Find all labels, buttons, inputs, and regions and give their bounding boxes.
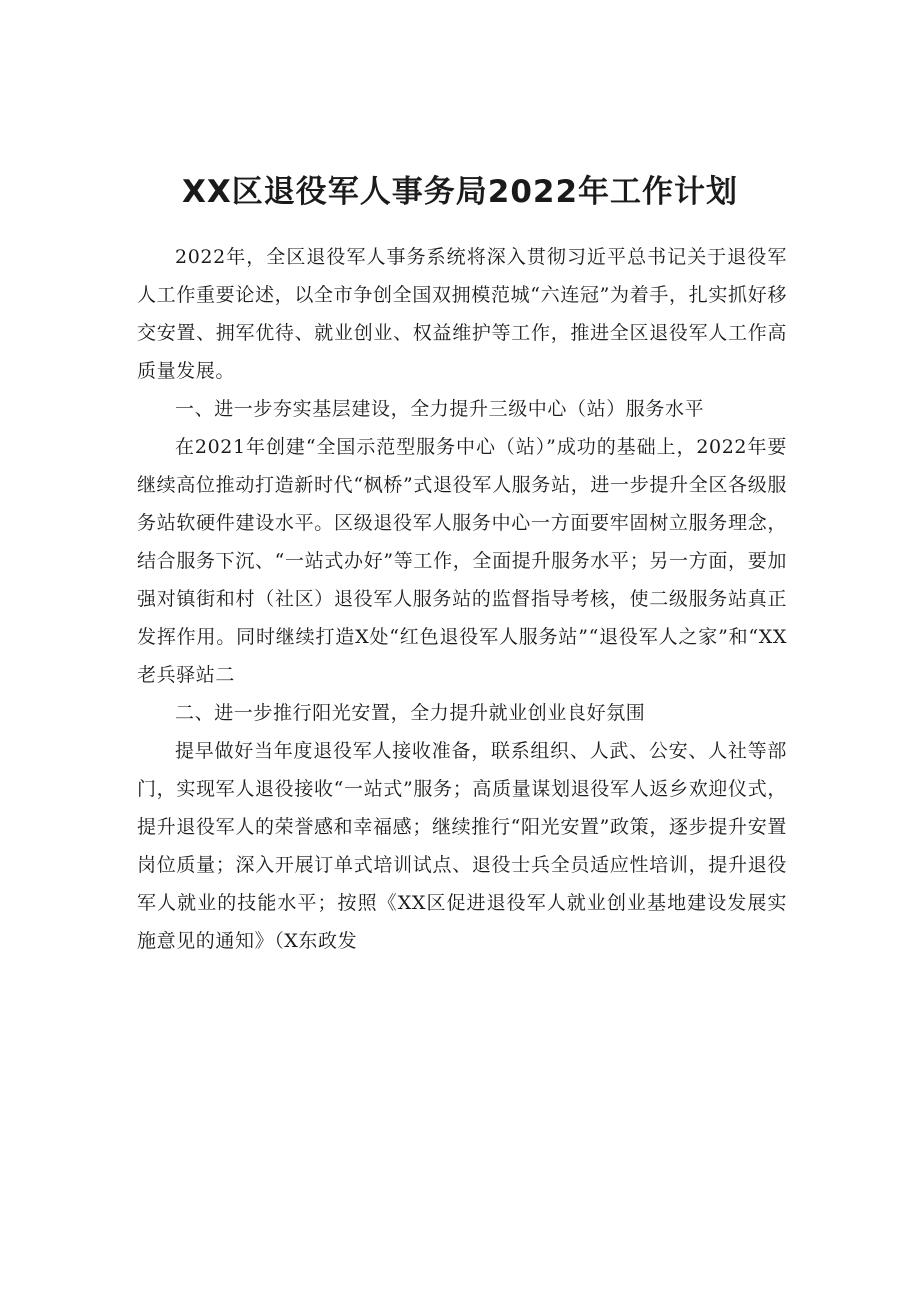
section-1-paragraph: 在2021年创建“全国示范型服务中心（站）”成功的基础上，2022年要继续高位推动打造新时代“枫桥”式退役军人服务站，进一步提升全区各级服务站软硬件建设水平。区级退役军人服务中心一方面要牢固树立服务理念，结合服务下沉、“一站式办好”等工作，全面提升服务水平；另一方面，要加强对镇街和村（社区）退役军人服务站的监督指导考核，使二级服务站真正发挥作用。同时继续打造X处“红色退役军人服务站”“退役军人之家”和“XX老兵驿站二 <box>137 436 787 686</box>
section-1-heading: 一、进一步夯实基层建设，全力提升三级中心（站）服务水平 <box>175 398 705 420</box>
document-title: XX区退役军人事务局2022年工作计划 <box>181 174 739 210</box>
section-2-paragraph: 提早做好当年度退役军人接收准备，联系组织、人武、公安、人社等部门，实现军人退役接收“一站式”服务；高质量谋划退役军人返乡欢迎仪式，提升退役军人的荣誉感和幸福感；继续推行“阳光安置”政策，逐步提升安置岗位质量；深入开展订单式培训试点、退役士兵全员适应性培训，提升退役军人就业的技能水平；按照《XX区促进退役军人就业创业基地建设发展实施意见的通知》（X东政发 <box>137 740 787 952</box>
intro-paragraph: 2022年，全区退役军人事务系统将深入贯彻习近平总书记关于退役军人工作重要论述，以全市争创全国双拥模范城“六连冠”为着手，扎实抓好移交安置、拥军优待、就业创业、权益维护等工作，推进全区退役军人工作高质量发展。 <box>137 246 787 382</box>
document-body <box>137 238 787 960</box>
section-2-heading: 二、进一步推行阳光安置，全力提升就业创业良好氛围 <box>175 702 646 724</box>
